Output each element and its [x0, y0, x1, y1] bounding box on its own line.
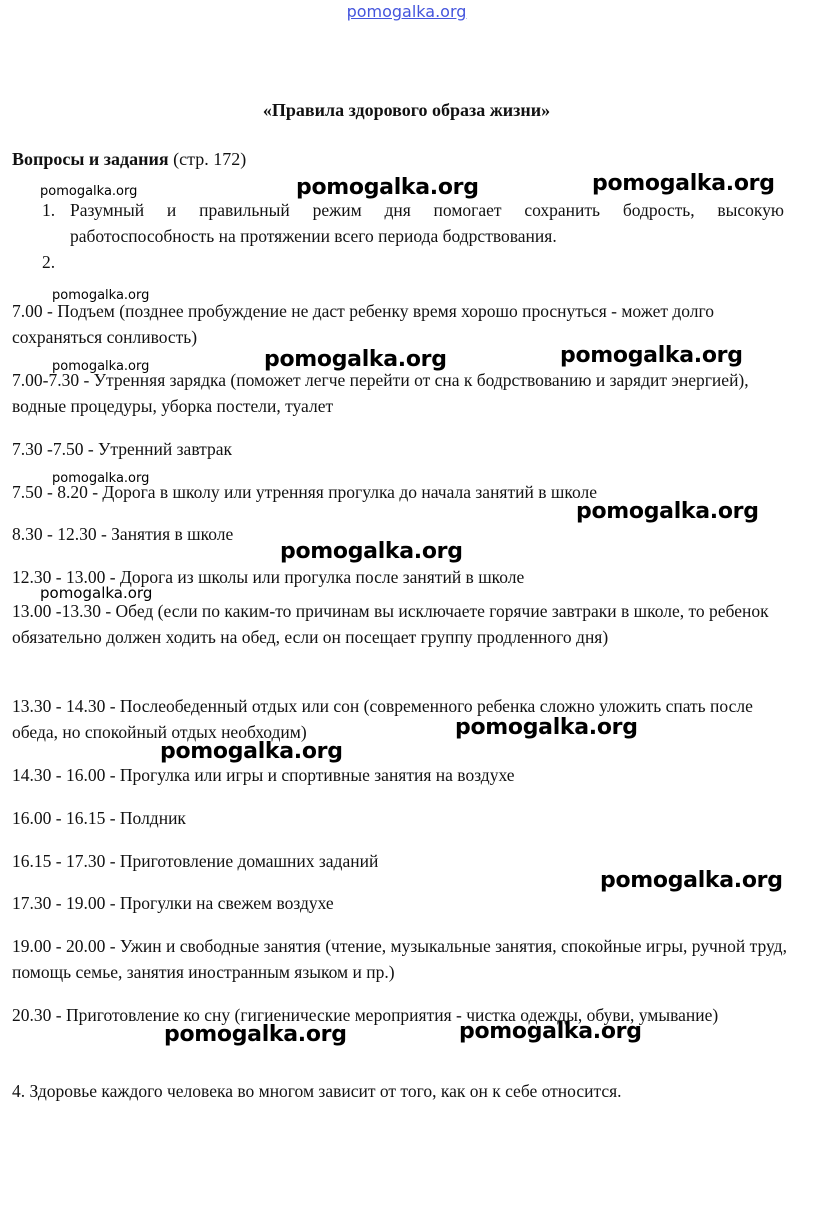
watermark: pomogalka.org	[592, 171, 775, 196]
schedule-text: - Дорога в школу или утренняя прогулка до начала занятий в школе	[87, 482, 597, 502]
watermark: pomogalka.org	[459, 1019, 642, 1044]
schedule-entry	[12, 762, 792, 788]
schedule-entry	[12, 598, 792, 650]
schedule-entry	[12, 521, 792, 547]
document-title: «Правила здорового образа жизни»	[262, 100, 551, 120]
watermark: pomogalka.org	[455, 715, 638, 740]
answer-1	[42, 197, 784, 249]
schedule-entry	[12, 479, 792, 505]
schedule-entry	[12, 848, 792, 874]
schedule-text: - Прогулки на свежем воздухе	[105, 893, 334, 913]
schedule-entry	[12, 298, 792, 350]
schedule-time: 8.30 - 12.30	[12, 524, 97, 544]
watermark: pomogalka.org	[52, 359, 150, 374]
answer-2-number: 2.	[42, 252, 56, 272]
watermark: pomogalka.org	[296, 175, 479, 200]
watermark: pomogalka.org	[164, 1022, 347, 1047]
schedule-time: 19.00 - 20.00	[12, 936, 106, 956]
schedule-entry	[12, 890, 792, 916]
schedule-time: 16.00 - 16.15	[12, 808, 106, 828]
watermark: pomogalka.org	[560, 343, 743, 368]
schedule-text: - Занятия в школе	[96, 524, 234, 544]
schedule-text: - Приготовление домашних заданий	[105, 851, 379, 871]
schedule-text: - Утренний завтрак	[83, 439, 233, 459]
schedule-entry	[12, 367, 792, 419]
schedule-text: - Полдник	[105, 808, 186, 828]
schedule-time: 7.00-7.30	[12, 370, 80, 390]
questions-heading	[12, 146, 246, 172]
schedule-text: - Подъем (позднее пробуждение не даст ребенку время хорошо проснуться - может долго сохраняться сонливость)	[12, 301, 715, 347]
watermark: pomogalka.org	[40, 584, 153, 602]
schedule-entry	[12, 805, 792, 831]
questions-heading-label: Вопросы и задания	[12, 149, 169, 169]
schedule-time: 12.30 - 13.00	[12, 567, 106, 587]
watermark: pomogalka.org	[160, 739, 343, 764]
schedule-time: 14.30 - 16.00	[12, 765, 106, 785]
watermark: pomogalka.org	[52, 471, 150, 486]
schedule-text: - Приготовление ко сну (гигиенические мероприятия - чистка одежды, обуви, умывание)	[51, 1005, 719, 1025]
schedule-entry	[12, 693, 792, 745]
schedule-time: 13.30 - 14.30	[12, 696, 106, 716]
schedule-time: 7.30 -7.50	[12, 439, 84, 459]
schedule-time: 13.00 -13.30	[12, 601, 101, 621]
schedule-text: - Прогулка или игры и спортивные занятия на воздухе	[105, 765, 515, 785]
answer-1-number: 1.	[42, 200, 56, 220]
watermark: pomogalka.org	[600, 868, 783, 893]
schedule-text: - Ужин и свободные занятия (чтение, музыкальные занятия, спокойные игры, ручной труд, помощь семье, занятия иностранным языком и пр.)	[12, 936, 787, 982]
site-header-link[interactable]: pomogalka.org	[346, 2, 467, 21]
watermark: pomogalka.org	[264, 347, 447, 372]
schedule-time: 16.15 - 17.30	[12, 851, 106, 871]
schedule-time: 20.30	[12, 1005, 52, 1025]
schedule-entry	[12, 564, 792, 590]
watermark: pomogalka.org	[40, 184, 138, 199]
schedule-time: 7.50 - 8.20	[12, 482, 88, 502]
schedule-text: - Дорога из школы или прогулка после занятий в школе	[105, 567, 525, 587]
schedule-time: 7.00	[12, 301, 43, 321]
questions-page-ref: (стр. 172)	[168, 149, 247, 169]
schedule-time: 17.30 - 19.00	[12, 893, 106, 913]
answer-4: 4. Здоровье каждого человека во многом зависит от того, как он к себе относится.	[12, 1081, 622, 1101]
watermark: pomogalka.org	[52, 288, 150, 303]
schedule-text: - Послеобеденный отдых или сон (современного ребенка сложно уложить спать после обеда, но спокойный отдых необходим)	[12, 696, 753, 742]
schedule-entry	[12, 436, 792, 462]
schedule-text: - Утренняя зарядка (поможет легче перейти от сна к бодрствованию и зарядит энергией), водные процедуры, уборка постели, туалет	[12, 370, 749, 416]
watermark: pomogalka.org	[576, 499, 759, 524]
answer-1-text: Разумный и правильный режим дня помогает сохранить бодрость, высокую работоспособность на протяжении всего периода бодрствования.	[70, 200, 784, 246]
schedule-entry	[12, 933, 792, 985]
schedule-entry	[12, 1002, 792, 1028]
watermark: pomogalka.org	[280, 539, 463, 564]
schedule-text: - Обед (если по каким-то причинам вы исключаете горячие завтраки в школе, то ребенок обязательно должен ходить на обед, если он посещает группу продленного дня)	[12, 601, 769, 647]
